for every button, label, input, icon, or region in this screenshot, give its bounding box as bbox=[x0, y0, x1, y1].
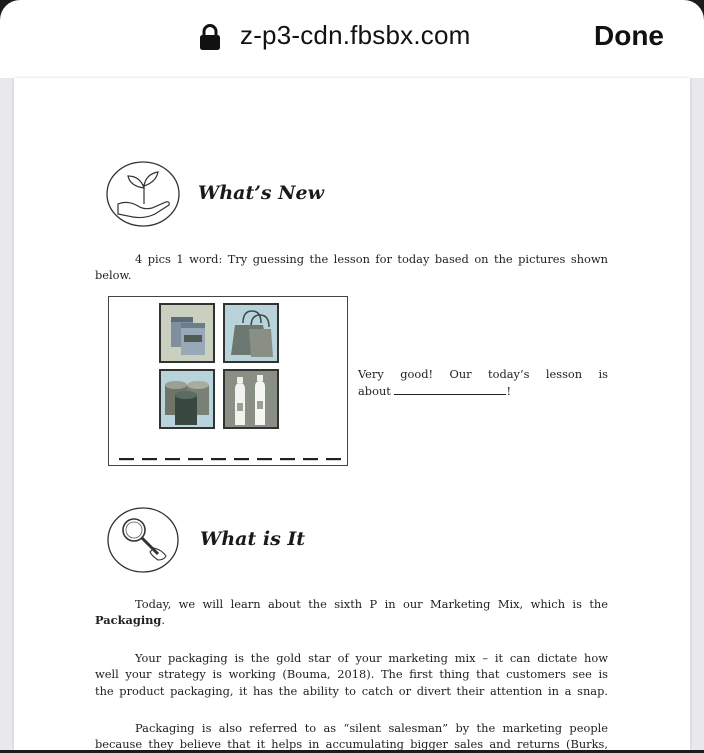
done-button[interactable]: Done bbox=[594, 20, 664, 51]
answer-slot bbox=[188, 458, 203, 460]
puzzle-image-shopping-bags bbox=[223, 303, 279, 363]
answer-slot bbox=[280, 458, 295, 460]
puzzle-image-cans bbox=[159, 369, 215, 429]
document-viewer[interactable] bbox=[0, 78, 704, 750]
caption-prefix: about bbox=[358, 384, 391, 398]
four-pics-puzzle bbox=[108, 296, 348, 466]
magnifying-glass-icon bbox=[106, 506, 180, 574]
paragraph-line: the product packaging, it has the ability to catch or divert their attention in a snap. bbox=[95, 683, 608, 698]
answer-slot bbox=[211, 458, 226, 460]
answer-slot bbox=[119, 458, 134, 460]
answer-blank bbox=[394, 384, 506, 395]
paragraph-packaging bbox=[95, 650, 608, 699]
paragraph-line: Today, we will learn about the sixth P in our Marketing Mix, which is the bbox=[135, 597, 608, 611]
paragraph-silent-salesman bbox=[95, 720, 608, 753]
instruction-line: 4 pics 1 word: Try guessing the lesson for today based on the pictures shown bbox=[135, 252, 608, 266]
answer-slot bbox=[326, 458, 341, 460]
instruction-line: below. bbox=[95, 268, 132, 283]
puzzle-caption-line2 bbox=[358, 383, 511, 399]
answer-slot bbox=[303, 458, 318, 460]
paragraph-line: Your packaging is the gold star of your marketing mix – it can dictate how bbox=[135, 651, 608, 665]
paragraph-intro bbox=[95, 596, 608, 629]
section-title-whats-new: What’s New bbox=[198, 182, 324, 204]
packaging-term: Packaging bbox=[95, 613, 162, 628]
section-title-what-is-it: What is It bbox=[200, 528, 306, 550]
answer-slot bbox=[165, 458, 180, 460]
hand-with-plant-icon bbox=[104, 160, 182, 228]
answer-slot bbox=[257, 458, 272, 460]
puzzle-image-jars bbox=[159, 303, 215, 363]
lock-icon bbox=[198, 24, 222, 50]
url-display[interactable]: z-p3-cdn.fbsbx.com bbox=[240, 20, 471, 50]
answer-slot bbox=[142, 458, 157, 460]
browser-toolbar bbox=[0, 0, 704, 78]
instruction-text bbox=[95, 251, 608, 284]
caption-suffix: ! bbox=[506, 384, 512, 398]
paragraph-line: Packaging is also referred to as “silent salesman” by the marketing people bbox=[135, 721, 608, 735]
paragraph-line: because they believe that it helps in accumulating bigger sales and returns (Burks, bbox=[95, 737, 608, 752]
document-page bbox=[14, 78, 690, 750]
paragraph-line: . bbox=[161, 613, 166, 628]
paragraph-line: well your strategy is working (Bouma, 2018). The first thing that customers see is bbox=[95, 667, 608, 682]
puzzle-caption: Very good! Our today’s lesson is bbox=[358, 367, 608, 381]
answer-slot bbox=[234, 458, 249, 460]
puzzle-image-bottles bbox=[223, 369, 279, 429]
answer-slots bbox=[119, 457, 341, 461]
